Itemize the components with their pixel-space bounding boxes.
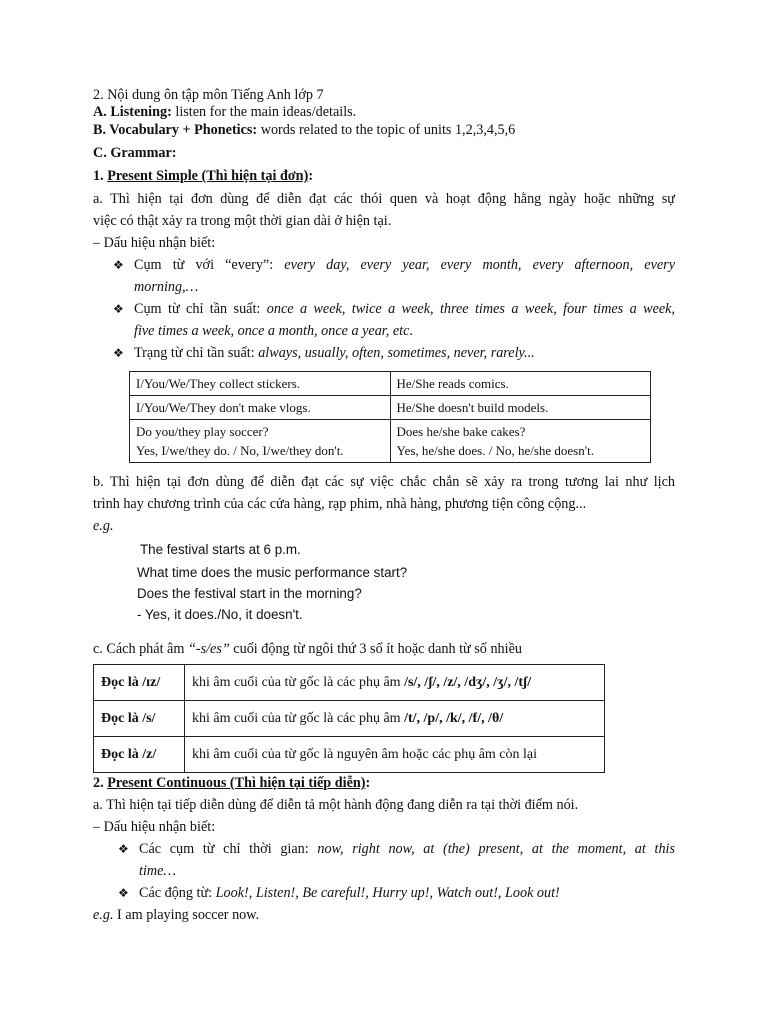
ps-bullet-every-line2: morning,… <box>134 279 199 295</box>
pc-bullet-time-line2: time… <box>139 863 177 879</box>
present-simple-examples-table <box>129 371 651 463</box>
ps-number: 1. <box>93 168 108 184</box>
ps-bullet-freq-line1: Cụm từ chỉ tần suất: once a week, twice a week, three times a week, four times a week, <box>134 301 676 317</box>
ps-examples <box>93 539 675 625</box>
example-line: What time does the music performance start? <box>137 565 408 580</box>
section-b-vocabulary <box>93 122 675 139</box>
diamond-bullet-icon: ❖ <box>113 302 124 316</box>
pc-bullet-verbs: ❖ Các động từ: Look!, Listen!, Be careful!, Hurry up!, Watch out!, Look out! <box>93 882 675 904</box>
section-b-label: B. Vocabulary + Phonetics: <box>93 122 258 138</box>
ps-usage-a-line1: a. Thì hiện tại đơn dùng để diễn đạt các thói quen và hoạt động hằng ngày hoặc những sự <box>93 191 675 207</box>
table-row <box>94 701 605 737</box>
ps-usage-b-line1: b. Thì hiện tại đơn dùng để diễn đạt các sự việc chắc chắn sẽ xảy ra trong tương lai như lịch <box>93 474 675 490</box>
present-simple-heading <box>93 168 675 185</box>
document-page <box>93 87 675 926</box>
section-a-label: A. Listening: <box>93 104 172 120</box>
pc-number: 2. <box>93 775 108 791</box>
ps-eg-label: e.g. <box>93 518 114 534</box>
table-cell: I/You/We/They collect stickers. <box>130 372 391 396</box>
table-cell: Does he/she bake cakes? Yes, he/she does. / No, he/she doesn't. <box>390 420 651 463</box>
pc-usage-a: a. Thì hiện tại tiếp diễn dùng để diễn tả một hành động đang diễn ra tại thời điểm nói. <box>93 797 579 813</box>
section-c-label: C. Grammar: <box>93 145 177 161</box>
pron-label-cell: Đọc là /ɪz/ <box>94 665 185 701</box>
table-row <box>94 737 605 773</box>
ps-usage-a <box>93 188 675 232</box>
pronunciation-table <box>93 664 605 773</box>
example-line: Does the festival start in the morning? <box>137 586 362 601</box>
table-row <box>130 396 651 420</box>
ps-bullet-every <box>93 254 675 298</box>
ps-bullet-frequency-phrases <box>93 298 675 342</box>
present-continuous-heading <box>93 775 675 792</box>
ps-usage-b <box>93 471 675 515</box>
pc-signs-label: – Dấu hiệu nhận biết: <box>93 819 216 835</box>
diamond-bullet-icon: ❖ <box>118 842 129 856</box>
ps-usage-a-line2: việc có thật xảy ra trong một thời gian dài ở hiện tại. <box>93 213 392 229</box>
pc-title: Present Continuous (Thì hiện tại tiếp diễn) <box>107 775 366 791</box>
table-row <box>130 372 651 396</box>
diamond-bullet-icon: ❖ <box>113 346 124 360</box>
pron-label-cell: Đọc là /s/ <box>94 701 185 737</box>
section-header: 2. Nội dung ôn tập môn Tiếng Anh lớp 7 <box>93 87 324 103</box>
table-row <box>94 665 605 701</box>
section-a-text: listen for the main ideas/details. <box>171 104 357 120</box>
ps-bullet-adverbs: ❖ Trạng từ chỉ tần suất: always, usually, often, sometimes, never, rarely... <box>93 342 675 364</box>
ps-signs-label: – Dấu hiệu nhận biết: <box>93 235 216 251</box>
example-line: - Yes, it does./No, it doesn't. <box>137 607 303 622</box>
ps-bullet-every-line1: Cụm từ với “every”: every day, every year, every month, every afternoon, every <box>134 257 675 273</box>
example-line: The festival starts at 6 p.m. <box>140 542 301 557</box>
ps-pronunciation-heading: c. Cách phát âm “-s/es” cuối động từ ngôi thứ 3 số ít hoặc danh từ số nhiều <box>93 641 522 657</box>
table-cell: I/You/We/They don't make vlogs. <box>130 396 391 420</box>
pron-rule-cell: khi âm cuối của từ gốc là các phụ âm /s/, /ʃ/, /z/, /dʒ/, /ʒ/, /tʃ/ <box>185 665 605 701</box>
diamond-bullet-icon: ❖ <box>118 886 129 900</box>
ps-bullet-freq-line2: five times a week, once a month, once a year, etc. <box>134 323 413 339</box>
ps-title: Present Simple (Thì hiện tại đơn) <box>107 168 309 184</box>
section-a-listening <box>93 104 675 121</box>
section-b-text: words related to the topic of units 1,2,3,4,5,6 <box>257 122 516 138</box>
section-c-grammar <box>93 145 675 162</box>
pc-bullet-time-phrases <box>93 838 675 882</box>
pc-bullet-time-line1: Các cụm từ chỉ thời gian: now, right now, at (the) present, at the moment, at this <box>139 841 676 857</box>
ps-colon: : <box>308 168 314 184</box>
pron-label-cell: Đọc là /z/ <box>94 737 185 773</box>
pc-example: e.g. I am playing soccer now. <box>93 907 260 923</box>
table-cell: Do you/they play soccer? Yes, I/we/they do. / No, I/we/they don't. <box>130 420 391 463</box>
pc-colon: : <box>365 775 371 791</box>
pron-rule-cell: khi âm cuối của từ gốc là các phụ âm /t/, /p/, /k/, /f/, /θ/ <box>185 701 605 737</box>
table-cell: He/She doesn't build models. <box>390 396 651 420</box>
pron-rule-cell: khi âm cuối của từ gốc là nguyên âm hoặc các phụ âm còn lại <box>185 737 605 773</box>
table-row <box>130 420 651 463</box>
table-cell: He/She reads comics. <box>390 372 651 396</box>
diamond-bullet-icon: ❖ <box>113 258 124 272</box>
ps-usage-b-line2: trình hay chương trình của các cửa hàng, rạp phim, nhà hàng, phương tiện công cộng... <box>93 496 587 512</box>
